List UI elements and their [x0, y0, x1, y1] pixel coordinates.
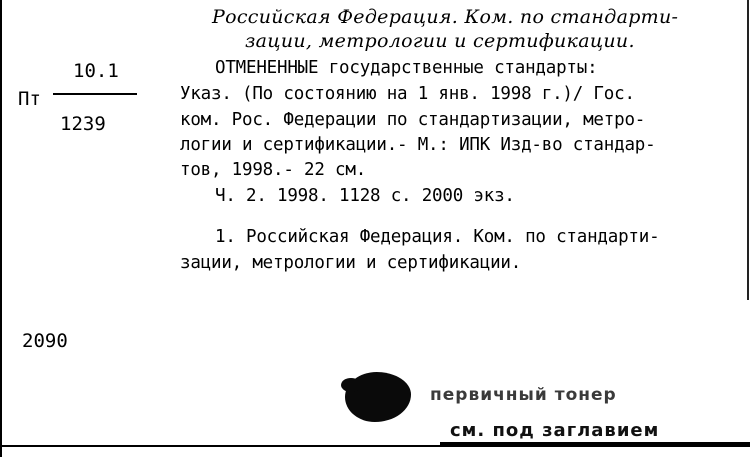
entry-line-4: логии и сертификации.- М.: ИПК Изд-во стандар-	[180, 135, 656, 155]
subject-heading-line-2: зации, метрологии и сертификации.	[180, 253, 522, 273]
entry-line-3: ком. Рос. Федерации по стандартизации, метро-	[180, 110, 646, 130]
shelfmark-numerator: 10.1	[73, 60, 119, 82]
shelfmark-denominator: 1239	[60, 113, 106, 135]
entry-volume-line: Ч. 2. 1998. 1128 с. 2000 экз.	[215, 186, 515, 206]
shelfmark-fraction-rule	[53, 93, 137, 95]
ink-blot	[345, 372, 411, 422]
entry-line-5: тов, 1998.- 22 см.	[180, 160, 367, 180]
stamp-line-1: первичный тонер	[430, 385, 617, 405]
stamp-line-2: см. под заглавием	[450, 420, 660, 441]
card-right-border	[747, 0, 749, 300]
handwritten-heading-line-1: Российская Федерация. Ком. по стандарти-	[212, 6, 679, 28]
card-bottom-border	[0, 445, 750, 447]
entry-line-2: Указ. (По состоянию на 1 янв. 1998 г.)/ Гос.	[180, 84, 635, 104]
handwritten-heading-line-2: зации, метрологии и сертификации.	[245, 30, 635, 52]
subject-heading-line-1: 1. Российская Федерация. Ком. по стандарти-	[215, 227, 660, 247]
card-left-border	[0, 0, 2, 457]
accession-number: 2090	[22, 330, 68, 352]
shelfmark-prefix: Пт	[18, 88, 41, 110]
entry-title-line: ОТМЕНЕННЫЕ государственные стандарты:	[215, 58, 598, 78]
